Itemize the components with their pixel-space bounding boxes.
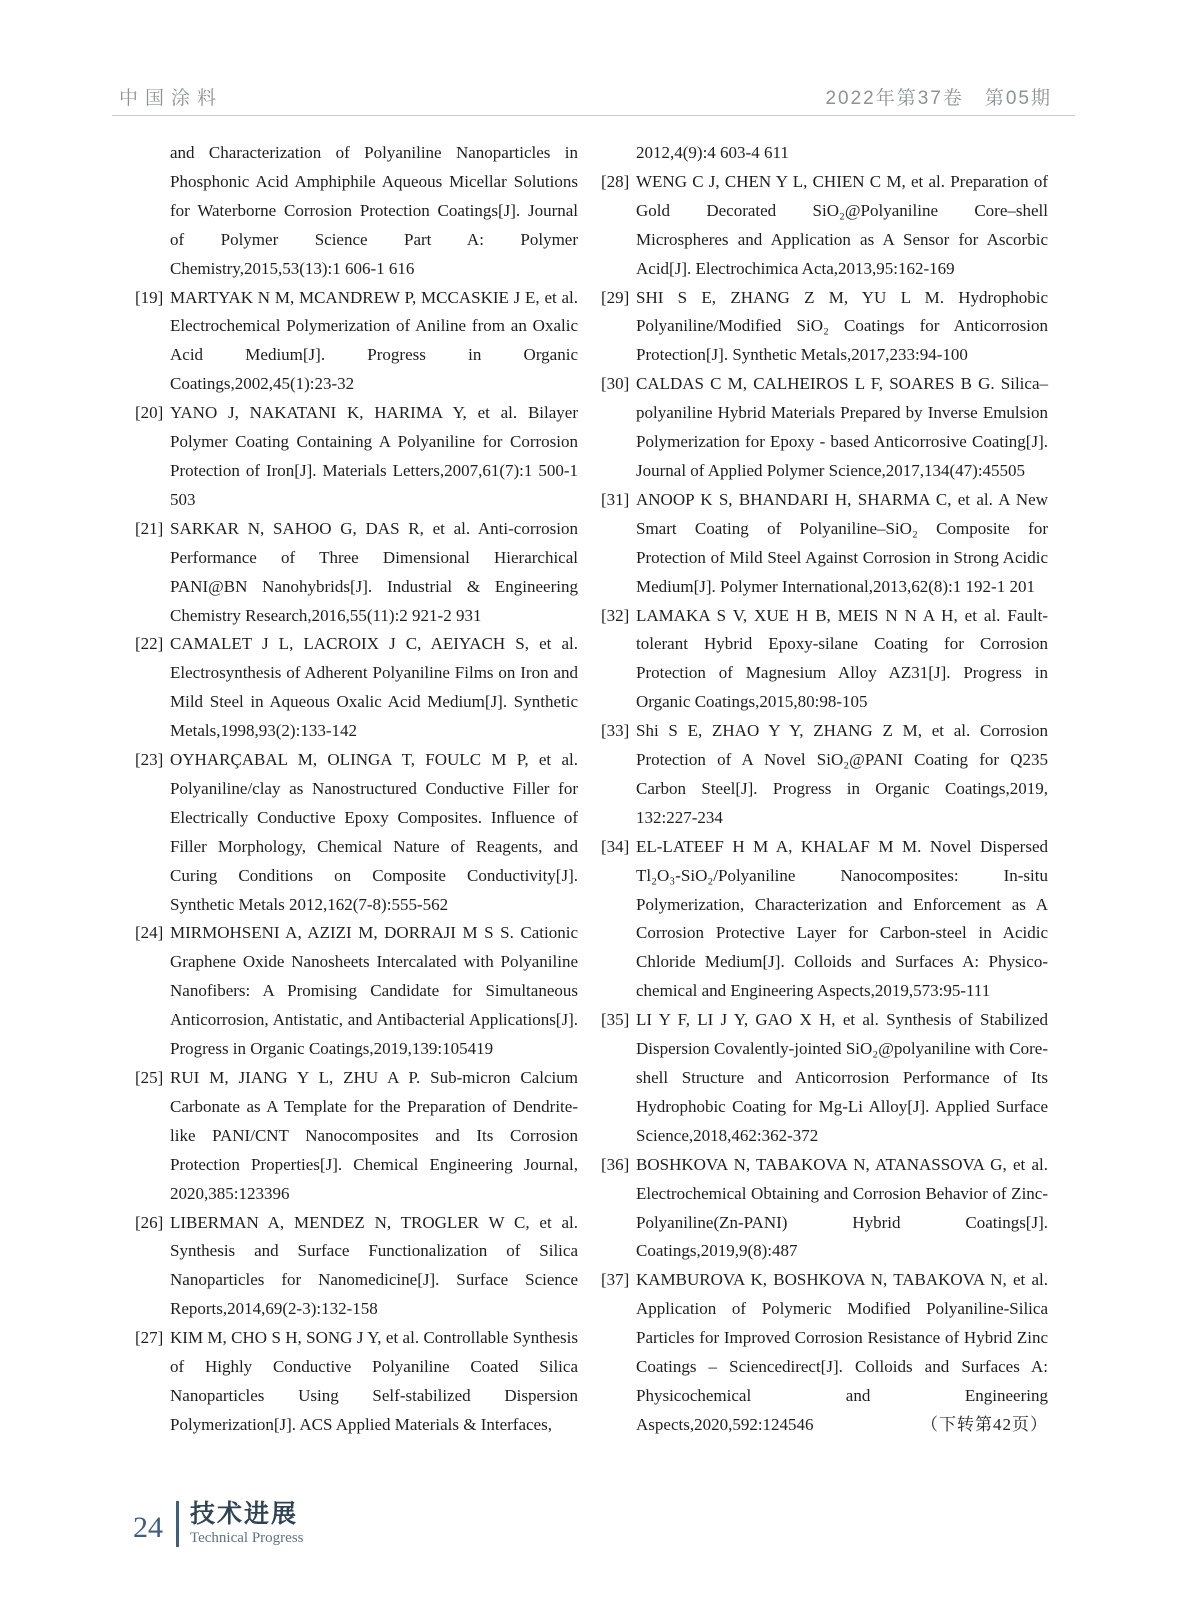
- reference-number: [32]: [601, 605, 630, 625]
- reference-text: 2012,4(9):4 603-4 611: [636, 143, 789, 162]
- reference-text: LI Y F, LI J Y, GAO X H, et al. Synthesis of Stabilized Dispersion Covalently-jointed SiO₂@polyaniline with Core-shell Structure and Anticorrosion Performance of Its Hydrophobic Coating for Mg-Li Alloy[J]. Applied Surface Science,2018,462:362-372: [636, 1010, 1048, 1145]
- reference-item: [601, 139, 1048, 168]
- reference-text: SHI S E, ZHANG Z M, YU L M. Hydrophobic Polyaniline/Modified SiO₂ Coatings for Anticorrosion Protection[J]. Synthetic Metals,2017,233:94-100: [636, 287, 1048, 365]
- reference-item: [601, 717, 1048, 833]
- reference-text: WENG C J, CHEN Y L, CHIEN C M, et al. Preparation of Gold Decorated SiO₂@Polyaniline Core–shell Microspheres and Application as A Sensor for Ascorbic Acid[J]. Electrochimica Acta,2013,95:162-169: [636, 171, 1048, 278]
- reference-text: RUI M, JIANG Y L, ZHU A P. Sub-micron Calcium Carbonate as A Template for the Preparation of Dendrite-like PANI/CNT Nanocomposites and Its Corrosion Protection Properties[J]. Chemical Engineering Journal, 2020,385:123396: [170, 1068, 578, 1203]
- reference-text: OYHARÇABAL M, OLINGA T, FOULC M P, et al. Polyaniline/clay as Nanostructured Conductive Filler for Electrically Conductive Epoxy Composites. Influence of Filler Morphology, Chemical Nature of Reagents, and Curing Conditions on Composite Conductivity[J]. Synthetic Metals 2012,162(7-8):555-562: [170, 750, 578, 914]
- reference-item: [135, 1064, 578, 1209]
- reference-item: [135, 284, 578, 400]
- section-title-en: Technical Progress: [190, 1530, 304, 1546]
- reference-text: LAMAKA S V, XUE H B, MEIS N N A H, et al. Fault-tolerant Hybrid Epoxy-silane Coating for Corrosion Protection of Magnesium Alloy AZ31[J]. Progress in Organic Coatings,2015,80:98-105: [636, 605, 1048, 712]
- reference-item: [135, 746, 578, 919]
- reference-number: [28]: [601, 171, 630, 191]
- reference-item: [601, 486, 1048, 602]
- reference-number: [36]: [601, 1154, 630, 1174]
- reference-text: YANO J, NAKATANI K, HARIMA Y, et al. Bilayer Polymer Coating Containing A Polyaniline for Corrosion Protection of Iron[J]. Materials Letters,2007,61(7):1 500-1 503: [170, 403, 578, 509]
- reference-item: [135, 515, 578, 631]
- reference-number: [27]: [135, 1328, 164, 1348]
- reference-number: [35]: [601, 1010, 630, 1030]
- reference-text: CALDAS C M, CALHEIROS L F, SOARES B G. Silica–polyaniline Hybrid Materials Prepared by Inverse Emulsion Polymerization for Epoxy - based Anticorrosive Coating[J]. Journal of Applied Polymer Science,2017,134(47):45505: [636, 374, 1048, 480]
- reference-text: and Characterization of Polyaniline Nanoparticles in Phosphonic Acid Amphiphile Aqueous Micellar Solutions for Waterborne Corrosion Protection Coatings[J]. Journal of Polymer Science Part A: Polymer Chemistry,2015,53(13):1 606-1 616: [170, 143, 578, 278]
- reference-number: [29]: [601, 287, 630, 307]
- reference-number: [33]: [601, 721, 630, 741]
- reference-text: EL-LATEEF H M A, KHALAF M M. Novel Dispersed Tl₂O₃-SiO₂/Polyaniline Nanocomposites: In-situ Polymerization, Characterization and Enforcement as A Corrosion Protective Layer for Carbon-steel in Acidic Chloride Medium[J]. Colloids and Surfaces A: Physico-chemical and Engineering Aspects,2019,573:95-111: [636, 836, 1048, 1001]
- section-title-zh: 技术进展: [190, 1500, 299, 1528]
- issue-info: 2022年第37卷 第05期: [825, 88, 1052, 109]
- reference-item: [135, 630, 578, 746]
- footer-divider: [176, 1501, 179, 1547]
- continued-on-page-note: （下转第42页）: [921, 1414, 1048, 1434]
- reference-text: Shi S E, ZHAO Y Y, ZHANG Z M, et al. Corrosion Protection of A Novel SiO₂@PANI Coating for Q235 Carbon Steel[J]. Progress in Organic Coatings,2019, 132:227-234: [636, 721, 1048, 827]
- reference-item: [135, 399, 578, 515]
- reference-item: [601, 833, 1048, 1006]
- header-rule: [112, 115, 1075, 116]
- reference-item: [601, 602, 1048, 718]
- reference-number: [19]: [135, 287, 164, 307]
- reference-number: [24]: [135, 923, 164, 943]
- reference-number: [20]: [135, 403, 164, 423]
- reference-number: [21]: [135, 518, 164, 538]
- reference-number: [25]: [135, 1068, 164, 1087]
- reference-item: [601, 1266, 1048, 1439]
- reference-number: [22]: [135, 634, 164, 654]
- reference-text: ANOOP K S, BHANDARI H, SHARMA C, et al. A New Smart Coating of Polyaniline–SiO₂ Composite for Protection of Mild Steel Against Corrosion in Strong Acidic Medium[J]. Polymer International,2013,62(8):1 192-1 201: [636, 489, 1048, 596]
- references-column-right: [601, 139, 1048, 1440]
- reference-number: [30]: [601, 374, 630, 394]
- references-column-left: [135, 139, 578, 1440]
- reference-item: [601, 1006, 1048, 1151]
- reference-item: [601, 1151, 1048, 1267]
- reference-number: [34]: [601, 836, 630, 856]
- reference-text: LIBERMAN A, MENDEZ N, TROGLER W C, et al. Synthesis and Surface Functionalization of Silica Nanoparticles for Nanomedicine[J]. Surface Science Reports,2014,69(2-3):132-158: [170, 1212, 578, 1319]
- footer-section-titles: [190, 1500, 304, 1548]
- reference-text: MIRMOHSENI A, AZIZI M, DORRAJI M S S. Cationic Graphene Oxide Nanosheets Intercalated with Polyaniline Nanofibers: A Promising Candidate for Simultaneous Anticorrosion, Antistatic, and Antibacterial Applications[J]. Progress in Organic Coatings,2019,139:105419: [170, 923, 578, 1059]
- reference-number: [26]: [135, 1212, 164, 1232]
- reference-text: BOSHKOVA N, TABAKOVA N, ATANASSOVA G, et al. Electrochemical Obtaining and Corrosion Behavior of Zinc-Polyaniline(Zn-PANI) Hybrid Coatings[J]. Coatings,2019,9(8):487: [636, 1154, 1048, 1261]
- page-footer: [133, 1496, 304, 1552]
- reference-item: [601, 370, 1048, 486]
- reference-number: [31]: [601, 489, 630, 509]
- reference-item: [135, 139, 578, 284]
- page-number: 24: [133, 1511, 163, 1544]
- reference-text: KIM M, CHO S H, SONG J Y, et al. Controllable Synthesis of Highly Conductive Polyaniline Coated Silica Nanoparticles Using Self-stabilized Dispersion Polymerization[J]. ACS Applied Materials & Interfaces,: [170, 1328, 578, 1434]
- journal-name: 中国涂料: [119, 88, 224, 109]
- reference-item: [135, 1324, 578, 1440]
- reference-item: [135, 919, 578, 1064]
- reference-text: MARTYAK N M, MCANDREW P, MCCASKIE J E, et al. Electrochemical Polymerization of Aniline from an Oxalic Acid Medium[J]. Progress in Organic Coatings,2002,45(1):23-32: [170, 287, 578, 394]
- reference-item: [135, 1209, 578, 1325]
- reference-text: SARKAR N, SAHOO G, DAS R, et al. Anti-corrosion Performance of Three Dimensional Hierarchical PANI@BN Nanohybrids[J]. Industrial & Engineering Chemistry Research,2016,55(11):2 921-2 931: [170, 518, 578, 625]
- reference-number: [23]: [135, 750, 164, 770]
- reference-item: [601, 168, 1048, 284]
- reference-text: CAMALET J L, LACROIX J C, AEIYACH S, et al. Electrosynthesis of Adherent Polyaniline Films on Iron and Mild Steel in Aqueous Oxalic Acid Medium[J]. Synthetic Metals,1998,93(2):133-142: [170, 634, 578, 741]
- reference-text: KAMBUROVA K, BOSHKOVA N, TABAKOVA N, et al. Application of Polymeric Modified Polyaniline-Silica Particles for Improved Corrosion Resistance of Hybrid Zinc Coatings – Sciencedirect[J]. Colloids and Surfaces A: Physicochemical and Engineering Aspects,2020,592:124546: [636, 1270, 1048, 1434]
- reference-number: [37]: [601, 1270, 630, 1290]
- reference-item: [601, 284, 1048, 371]
